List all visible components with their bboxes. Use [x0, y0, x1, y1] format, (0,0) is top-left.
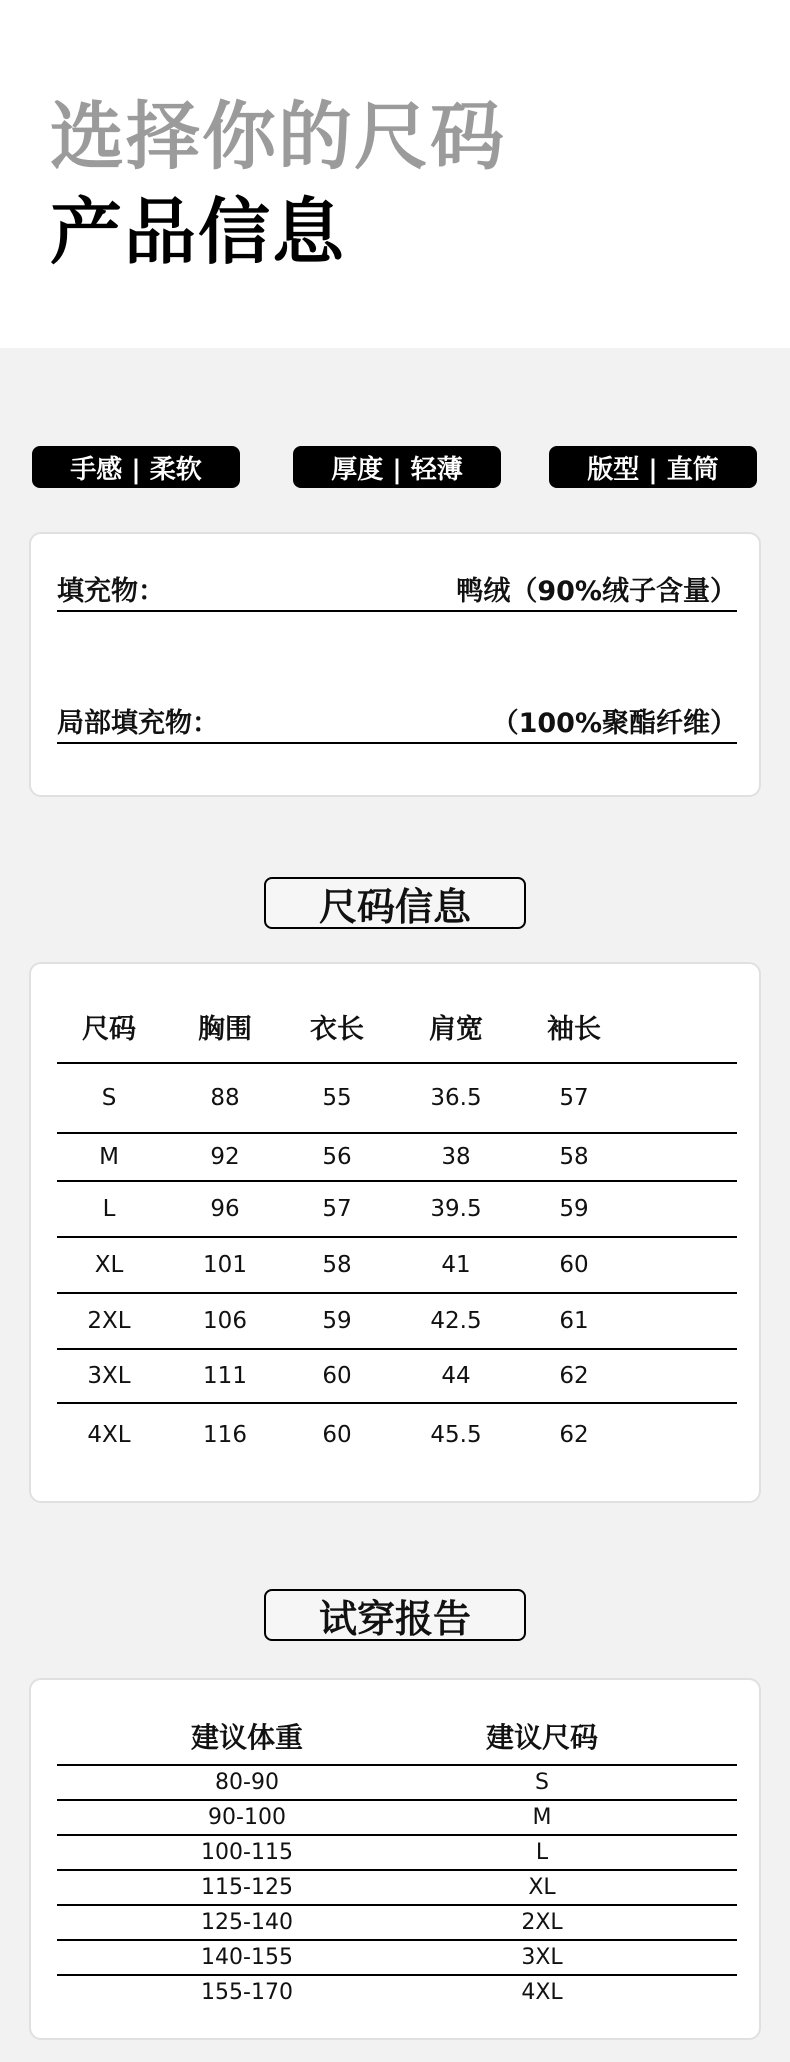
- table-cell: 56: [289, 1133, 385, 1181]
- shoulder-col-header: 肩宽: [385, 990, 527, 1063]
- size-info-title: 尺码信息: [264, 877, 526, 929]
- size-col-header: 尺码: [57, 990, 161, 1063]
- table-cell: 59: [289, 1293, 385, 1349]
- table-cell: 90-100: [57, 1800, 437, 1835]
- table-row: [57, 1975, 737, 2009]
- table-cell-spacer: [647, 1765, 737, 1800]
- table-cell-spacer: [647, 1975, 737, 2009]
- table-cell: 140-155: [57, 1940, 437, 1975]
- feature-badge-thickness: 厚度 | 轻薄: [293, 446, 501, 488]
- table-cell: 58: [289, 1237, 385, 1293]
- table-cell: 41: [385, 1237, 527, 1293]
- table-cell: 115-125: [57, 1870, 437, 1905]
- filling-label: 填充物：: [57, 575, 165, 607]
- table-cell: 61: [527, 1293, 621, 1349]
- sleeve-col-header: 袖长: [527, 990, 621, 1063]
- table-cell: 96: [161, 1181, 289, 1237]
- chest-col-header: 胸围: [161, 990, 289, 1063]
- table-cell: 60: [322, 1421, 352, 1448]
- weight-col-header: 建议体重: [57, 1708, 437, 1765]
- header-section: [0, 0, 790, 348]
- size-table-body: [57, 1063, 737, 1465]
- size-table-header: [57, 990, 737, 1063]
- table-cell: 62: [559, 1421, 589, 1448]
- trial-table: [57, 1708, 737, 2009]
- table-cell: L: [437, 1835, 647, 1870]
- table-row: [57, 1765, 737, 1800]
- spacer-col-header: [621, 990, 737, 1063]
- table-cell: 2XL: [57, 1293, 161, 1349]
- table-row: [57, 1870, 737, 1905]
- table-row: [57, 1835, 737, 1870]
- table-cell-spacer: [621, 1063, 737, 1133]
- table-cell-spacer: [621, 1181, 737, 1237]
- table-cell-spacer: [647, 1800, 737, 1835]
- table-row: [57, 1237, 737, 1293]
- header-subtitle: 选择你的尺码: [50, 94, 506, 180]
- table-cell: 100-115: [57, 1835, 437, 1870]
- trial-table-header: [57, 1708, 737, 1765]
- table-cell: 4XL: [87, 1421, 131, 1448]
- table-cell: 59: [527, 1181, 621, 1237]
- table-cell: 2XL: [437, 1905, 647, 1940]
- table-cell: 4XL: [521, 1980, 563, 2005]
- table-cell: 111: [161, 1349, 289, 1403]
- table-cell-spacer: [647, 1940, 737, 1975]
- trial-table-card: [29, 1678, 761, 2040]
- table-cell-spacer: [621, 1133, 737, 1181]
- table-cell: S: [57, 1063, 161, 1133]
- table-cell: 45.5: [430, 1421, 482, 1448]
- page-title: 产品信息: [50, 190, 347, 274]
- table-cell-spacer: [621, 1403, 737, 1465]
- recommended-size-col-header: 建议尺码: [437, 1708, 647, 1765]
- table-row: [57, 1063, 737, 1133]
- table-row: [57, 1349, 737, 1403]
- table-cell: M: [437, 1800, 647, 1835]
- table-cell: 3XL: [437, 1940, 647, 1975]
- table-cell-spacer: [647, 1870, 737, 1905]
- table-cell: 125-140: [57, 1905, 437, 1940]
- table-cell: 62: [527, 1349, 621, 1403]
- table-cell-spacer: [647, 1835, 737, 1870]
- table-cell: 88: [161, 1063, 289, 1133]
- spacer-col-header: [647, 1708, 737, 1765]
- table-cell: M: [57, 1133, 161, 1181]
- table-cell: 36.5: [385, 1063, 527, 1133]
- table-cell: 155-170: [201, 1980, 293, 2005]
- table-cell: 57: [527, 1063, 621, 1133]
- filling-row: [57, 566, 737, 612]
- size-table: [57, 990, 737, 1465]
- table-cell: 106: [161, 1293, 289, 1349]
- trial-report-title: 试穿报告: [264, 1589, 526, 1641]
- table-cell: XL: [57, 1237, 161, 1293]
- filling-value: 鸭绒（90%绒子含量）: [456, 575, 737, 607]
- partial-filling-value: （100%聚酯纤维）: [491, 707, 737, 739]
- table-cell-spacer: [621, 1349, 737, 1403]
- size-table-card: [29, 962, 761, 1503]
- table-cell: XL: [437, 1870, 647, 1905]
- table-cell: 44: [385, 1349, 527, 1403]
- table-cell: 80-90: [57, 1765, 437, 1800]
- table-cell-spacer: [647, 1905, 737, 1940]
- feature-badge-hand-feel: 手感 | 柔软: [32, 446, 240, 488]
- table-row: [57, 1800, 737, 1835]
- table-cell: 60: [289, 1349, 385, 1403]
- table-cell: 57: [289, 1181, 385, 1237]
- table-cell-spacer: [621, 1237, 737, 1293]
- length-col-header: 衣长: [289, 990, 385, 1063]
- feature-badge-fit: 版型 | 直筒: [549, 446, 757, 488]
- table-row: [57, 1905, 737, 1940]
- table-cell: 42.5: [385, 1293, 527, 1349]
- table-row: [57, 1133, 737, 1181]
- table-cell: 39.5: [385, 1181, 527, 1237]
- table-cell: L: [57, 1181, 161, 1237]
- table-row: [57, 1403, 737, 1465]
- table-row: [57, 1181, 737, 1237]
- table-cell: 55: [289, 1063, 385, 1133]
- filling-card: [29, 532, 761, 797]
- table-cell: 58: [527, 1133, 621, 1181]
- table-cell: 3XL: [57, 1349, 161, 1403]
- table-row: [57, 1293, 737, 1349]
- table-cell: S: [437, 1765, 647, 1800]
- table-cell: 101: [161, 1237, 289, 1293]
- table-cell: 92: [161, 1133, 289, 1181]
- table-cell-spacer: [621, 1293, 737, 1349]
- table-cell: 116: [203, 1421, 247, 1448]
- table-cell: 38: [385, 1133, 527, 1181]
- partial-filling-label: 局部填充物：: [57, 707, 219, 739]
- table-row: [57, 1940, 737, 1975]
- partial-filling-row: [57, 698, 737, 744]
- table-cell: 60: [527, 1237, 621, 1293]
- trial-table-body: [57, 1765, 737, 2009]
